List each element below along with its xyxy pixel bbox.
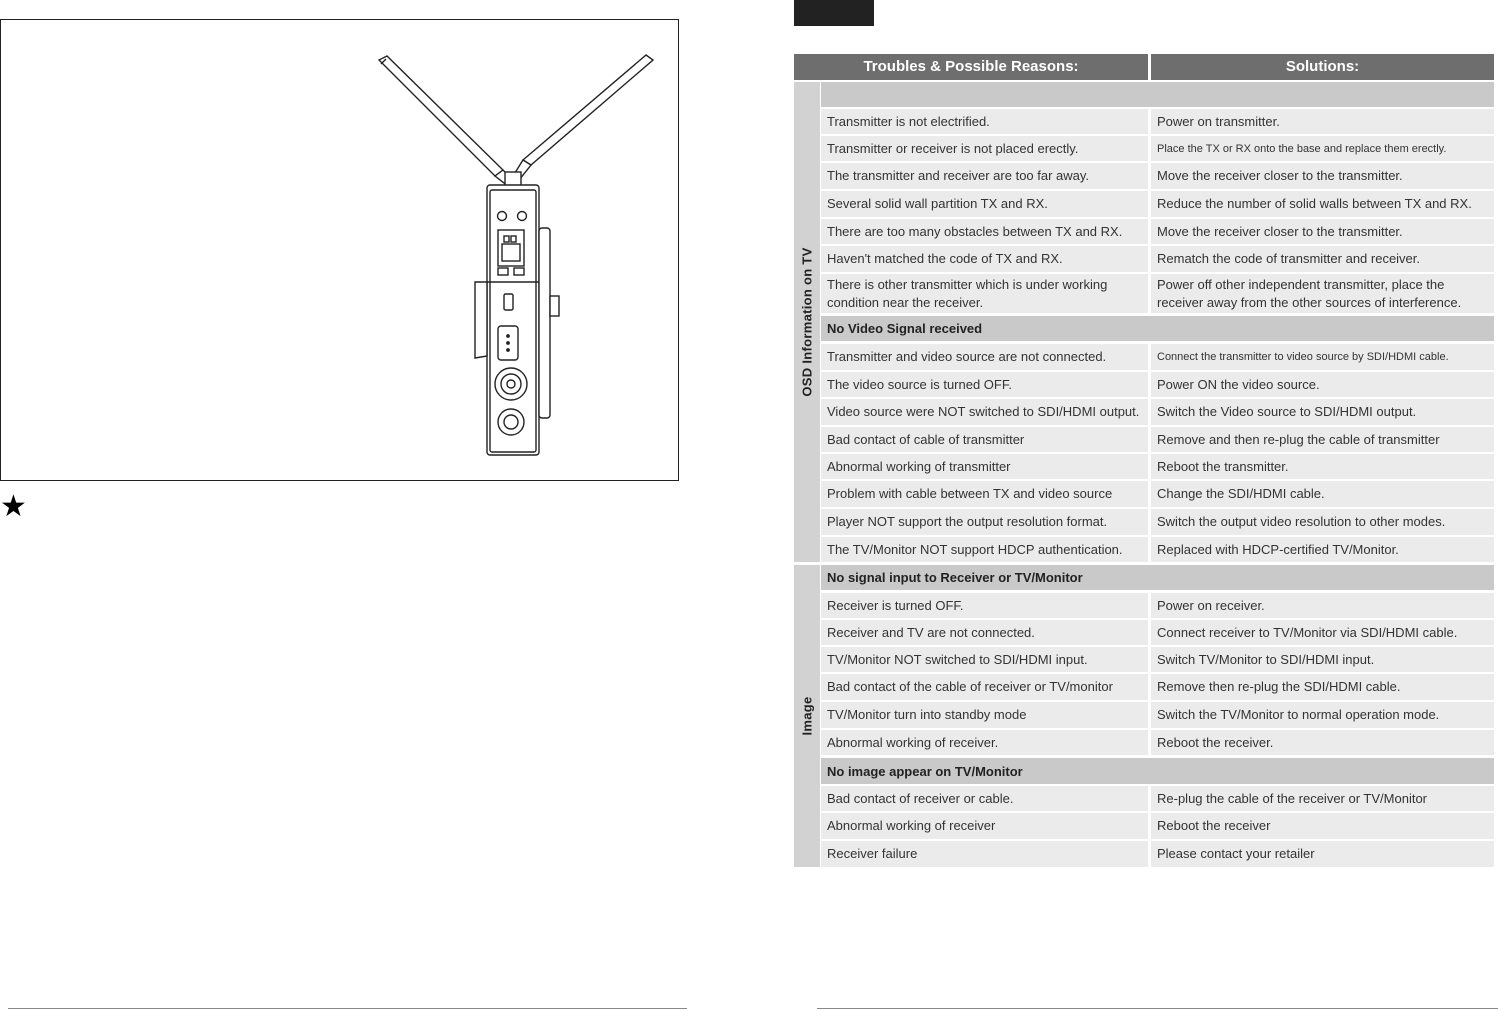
table-row: Abnormal working of transmitter Reboot the transmitter. (821, 454, 1494, 479)
table-row: TV/Monitor turn into standby mode Switch the TV/Monitor to normal operation mode. (821, 702, 1494, 728)
page-tab-marker (794, 0, 874, 26)
table-row: There are too many obstacles between TX and RX. Move the receiver closer to the transmitter. (821, 219, 1494, 244)
table-row: Receiver and TV are not connected. Connect receiver to TV/Monitor via SDI/HDMI cable. (821, 620, 1494, 645)
wireless-transmitter-icon (1, 20, 680, 482)
header-troubles: Troubles & Possible Reasons: (794, 54, 1148, 80)
table-row: Player NOT support the output resolution format. Switch the output video resolution to other modes. (821, 509, 1494, 535)
table-row: The transmitter and receiver are too far away. Move the receiver closer to the transmitter. (821, 163, 1494, 189)
table-row: Bad contact of receiver or cable. Re-plug the cable of the receiver or TV/Monitor (821, 786, 1494, 811)
table-row: Transmitter is not electrified. Power on transmitter. (821, 109, 1494, 134)
table-row: The video source is turned OFF. Power ON the video source. (821, 372, 1494, 397)
table-row: Bad contact of cable of transmitter Remove and then re-plug the cable of transmitter (821, 427, 1494, 452)
section-band-empty (821, 82, 1494, 107)
table-row: TV/Monitor NOT switched to SDI/HDMI input. Switch TV/Monitor to SDI/HDMI input. (821, 647, 1494, 672)
table-row: Abnormal working of receiver. Reboot the receiver. (821, 730, 1494, 755)
subhead-no-image: No image appear on TV/Monitor (821, 758, 1494, 784)
table-row: Receiver failure Please contact your retailer (821, 841, 1494, 867)
table-row: Transmitter and video source are not connected. Connect the transmitter to video source by SDI/HDMI cable. (821, 344, 1494, 370)
side-label-image: Image (794, 565, 820, 867)
header-solutions: Solutions: (1151, 54, 1494, 80)
table-row: Abnormal working of receiver Reboot the receiver (821, 813, 1494, 839)
table-row: Receiver is turned OFF. Power on receiver. (821, 593, 1494, 618)
star-icon: ★ (0, 490, 27, 523)
table-row: There is other transmitter which is under working condition near the receiver. Power off other independent transmitter, place the receiver away from the other sources of interference. (821, 274, 1494, 313)
table-row: Video source were NOT switched to SDI/HDMI output. Switch the Video source to SDI/HDMI output. (821, 399, 1494, 425)
table-row: Several solid wall partition TX and RX. Reduce the number of solid walls between TX and RX. (821, 191, 1494, 217)
table-row: The TV/Monitor NOT support HDCP authentication. Replaced with HDCP-certified TV/Monitor. (821, 537, 1494, 562)
table-row: Problem with cable between TX and video source Change the SDI/HDMI cable. (821, 481, 1494, 507)
table-row: Transmitter or receiver is not placed erectly. Place the TX or RX onto the base and replace them erectly. (821, 136, 1494, 161)
device-illustration-frame (0, 19, 679, 481)
table-row: Haven't matched the code of TX and RX. Rematch the code of transmitter and receiver. (821, 246, 1494, 272)
table-row: Bad contact of the cable of receiver or TV/monitor Remove then re-plug the SDI/HDMI cable. (821, 674, 1494, 700)
subhead-no-video-signal: No Video Signal received (821, 316, 1494, 341)
side-label-osd: OSD Information on TV (794, 82, 820, 562)
subhead-no-signal-input: No signal input to Receiver or TV/Monitor (821, 565, 1494, 590)
